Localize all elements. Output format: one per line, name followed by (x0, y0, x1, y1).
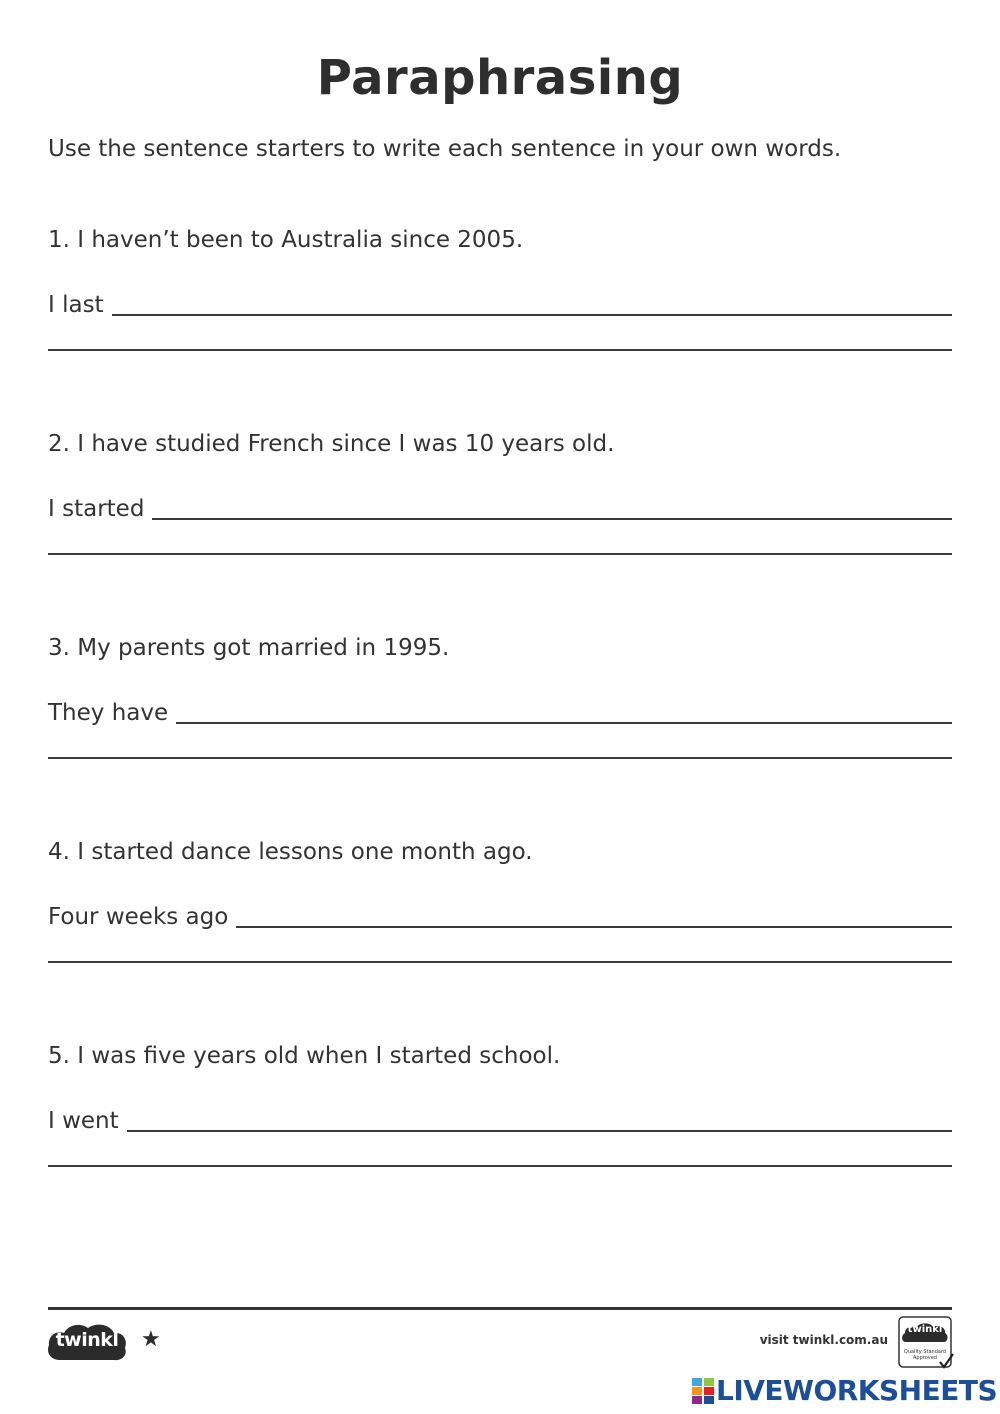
answer-line-4b[interactable] (48, 961, 952, 963)
question-4 (48, 837, 952, 930)
answer-line-1b[interactable] (48, 349, 952, 351)
sentence-starter-2: I started (48, 496, 145, 522)
answer-line-5b[interactable] (48, 1165, 952, 1167)
twinkl-logo-text: twinkl (55, 1329, 119, 1351)
answer-line-1a[interactable] (112, 290, 952, 316)
answer-row-5 (48, 1106, 952, 1136)
question-5 (48, 1041, 952, 1134)
question-1-text: 1. I haven’t been to Australia since 2005. (48, 227, 524, 253)
badge-caption-line-2: Approved (913, 1355, 937, 1361)
footer-divider (48, 1307, 952, 1310)
answer-row-2 (48, 494, 952, 524)
quality-badge (898, 1316, 954, 1370)
badge-caption (899, 1349, 951, 1361)
answer-line-2b[interactable] (48, 553, 952, 555)
star-icon: ★ (141, 1327, 161, 1352)
answer-row-3 (48, 698, 952, 728)
instructions: Use the sentence starters to write each sentence in your own words. (48, 136, 842, 162)
question-2-text: 2. I have studied French since I was 10 years old. (48, 431, 615, 457)
answer-line-4a[interactable] (236, 902, 952, 928)
answer-line-3b[interactable] (48, 757, 952, 759)
answer-line-2a[interactable] (152, 494, 952, 520)
sentence-starter-3: They have (48, 700, 169, 726)
answer-row-1 (48, 290, 952, 320)
badge-brand-text: twinkl (907, 1324, 943, 1335)
answer-line-5a[interactable] (127, 1106, 952, 1132)
liveworksheets-watermark[interactable]: LIVEWORKSHEETS (716, 1374, 998, 1407)
sentence-starter-1: I last (48, 292, 104, 318)
question-2 (48, 429, 952, 522)
badge-caption-line-1: Quality Standard (903, 1349, 947, 1355)
sentence-starter-4: Four weeks ago (48, 904, 229, 930)
liveworksheets-icon (692, 1378, 714, 1404)
page-title: Paraphrasing (316, 50, 684, 106)
question-3-text: 3. My parents got married in 1995. (48, 635, 450, 661)
twinkl-logo[interactable] (46, 1320, 128, 1364)
question-5-text: 5. I was five years old when I started school. (48, 1043, 561, 1069)
question-3 (48, 633, 952, 726)
answer-row-4 (48, 902, 952, 932)
answer-line-3a[interactable] (176, 698, 952, 724)
question-4-text: 4. I started dance lessons one month ago. (48, 839, 533, 865)
question-1 (48, 225, 952, 318)
sentence-starter-5: I went (48, 1108, 119, 1134)
visit-link[interactable]: visit twinkl.com.au (759, 1333, 888, 1347)
